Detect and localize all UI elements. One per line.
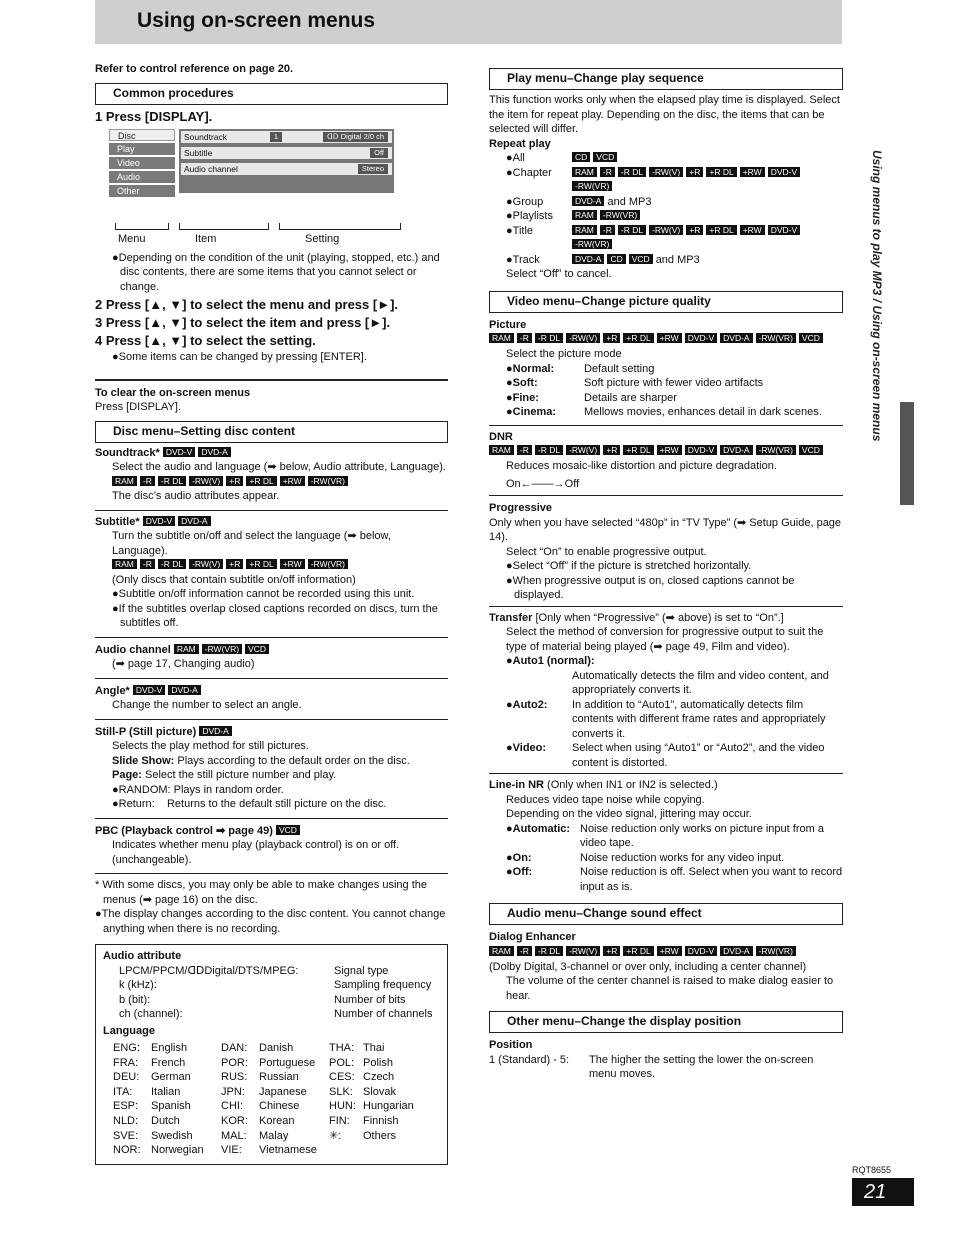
- disc-type-badge: DVD-A: [572, 196, 604, 206]
- subtitle-desc2: (Only discs that contain subtitle on/off information): [112, 573, 356, 586]
- repeat-key: ●Playlists: [506, 210, 553, 222]
- left-column: [95, 60, 448, 1165]
- language-cell: JPN:: [221, 1085, 245, 1098]
- language-cell: Hungarian: [363, 1100, 414, 1113]
- disc-type-badge: RAM: [489, 445, 514, 455]
- disc-type-badge: DVD-A: [720, 946, 752, 956]
- side-label: Using menus to play MP3 / Using on-screen menus: [870, 150, 884, 442]
- attribute-cell: k (kHz):: [119, 979, 157, 991]
- disc-type-badge: DVD-V: [685, 445, 717, 455]
- language-cell: DAN:: [221, 1042, 248, 1054]
- linein-key: ●Automatic:: [506, 822, 571, 835]
- language-cell: Spanish: [151, 1100, 191, 1113]
- language-cell: THA:: [329, 1042, 355, 1054]
- linein-val: Noise reduction works for any video input.: [580, 851, 785, 864]
- osd-row-label: Soundtrack: [184, 131, 227, 142]
- osd-menu-item: Audio: [109, 171, 175, 183]
- repeat-tags: [572, 166, 843, 195]
- transfer-cond: [Only when “Progressive” (➡ above) is set to “On”.]: [532, 611, 784, 624]
- refer-note: Refer to control reference on page 20.: [95, 63, 294, 75]
- disc-type-badge: -RW(VR): [756, 445, 796, 455]
- return-val: Returns to the default still picture on the disc.: [166, 798, 387, 810]
- language-cell: [363, 1143, 433, 1158]
- disc-type-badge: +R: [686, 167, 703, 177]
- disc-type-badge: DVD-A: [199, 726, 231, 736]
- language-cell: RUS:: [221, 1071, 248, 1084]
- mode-key: ●Soft:: [506, 377, 538, 389]
- disc-type-badge: -RW(VR): [756, 333, 796, 343]
- disc-type-badge: -RW(VR): [572, 181, 612, 191]
- language-cell: German: [151, 1071, 191, 1084]
- other-heading: Other menu–Change the display position: [489, 1011, 843, 1033]
- disc-type-badge: DVD-A: [572, 254, 604, 264]
- pbc-desc: Indicates whether menu play (playback control) is on or off. (unchangeable).: [112, 839, 400, 866]
- transfer-desc: Select the method of conversion for progressive output to suit the type of material being played (➡ page 49, Film and video).: [506, 626, 824, 653]
- auto1-key: ●Auto1 (normal):: [506, 655, 595, 667]
- disc-type-badge: +R DL: [246, 476, 276, 486]
- repeat-item: [489, 253, 843, 268]
- footnote-display: ●The display changes according to the disc content. You cannot change anything when there is no recording.: [95, 908, 446, 935]
- disc-type-badge: -R: [140, 559, 155, 569]
- attribute-cell: b (bit):: [119, 993, 151, 1006]
- mode-key: ●Cinema:: [506, 406, 557, 418]
- dnr-heading: DNR: [489, 430, 513, 443]
- disc-type-badge: CD: [607, 254, 625, 264]
- audio-channel-item: [95, 637, 448, 672]
- audio-heading: Audio menu–Change sound effect: [489, 903, 843, 925]
- right-column: [489, 68, 843, 1082]
- language-cell: SLK:: [329, 1085, 353, 1098]
- repeat-item: [489, 195, 843, 210]
- repeat-key: ●Track: [506, 253, 540, 266]
- soundtrack-label: Soundtrack*: [95, 446, 160, 459]
- attribute-cell: Number of channels: [334, 1008, 433, 1020]
- osd-row-value: Off: [370, 148, 388, 158]
- repeat-key: ●All: [506, 152, 525, 164]
- language-cell: FRA:: [113, 1056, 139, 1069]
- step-4: 4 Press [▲, ▼] to select the setting.: [95, 333, 316, 348]
- disc-type-badge: +R: [603, 333, 620, 343]
- language-cell: CHI:: [221, 1100, 243, 1113]
- position-key: 1 (Standard) - 5:: [489, 1053, 570, 1066]
- position-val: The higher the setting the lower the on-screen menu moves.: [589, 1053, 814, 1080]
- disc-type-badge: -R: [140, 476, 155, 486]
- language-cell: Swedish: [151, 1129, 193, 1142]
- linein-item: [489, 865, 843, 894]
- disc-type-badge: +R DL: [623, 946, 653, 956]
- osd-row-label: Subtitle: [184, 147, 213, 158]
- disc-type-badge: -RW(V): [566, 445, 600, 455]
- disc-type-badge: RAM: [112, 476, 137, 486]
- language-cell: Thai: [363, 1042, 385, 1054]
- repeat-tags: [572, 209, 843, 224]
- disc-type-badge: +RW: [740, 225, 765, 235]
- page-header: [95, 0, 842, 44]
- disc-type-badge: -R DL: [535, 946, 563, 956]
- dnr-desc: Reduces mosaic-like distortion and picture degradation.: [506, 460, 777, 472]
- repeat-heading: Repeat play: [489, 137, 551, 150]
- osd-label-item: Item: [195, 232, 217, 245]
- disc-type-badge: DVD-V: [133, 685, 165, 695]
- disc-type-badge: VCD: [629, 254, 653, 264]
- attribute-cell: ch (channel):: [119, 1008, 183, 1020]
- disc-type-badge: -R DL: [535, 333, 563, 343]
- language-cell: ✳:: [329, 1129, 342, 1142]
- disc-type-badge: DVD-A: [168, 685, 200, 695]
- disc-type-badge: +R: [686, 225, 703, 235]
- slideshow-key: Slide Show:: [112, 754, 175, 767]
- disc-type-badge: +R DL: [706, 225, 736, 235]
- linein-heading: Line-in NR: [489, 779, 544, 791]
- video-val: Select when using “Auto1” or “Auto2”, and the video content is distorted.: [572, 742, 825, 769]
- return-key: ●Return:: [112, 798, 155, 810]
- play-desc: This function works only when the elapsed play time is displayed. Select the item for repeat play. Depending on the disc, the items that can be selected will differ.: [489, 94, 840, 135]
- language-heading: Language: [103, 1024, 155, 1037]
- disc-type-badge: +R: [226, 559, 243, 569]
- language-cell: Polish: [363, 1056, 393, 1069]
- disc-type-badge: -R: [517, 333, 532, 343]
- linein-item: [489, 822, 843, 851]
- disc-type-badge: +R: [603, 445, 620, 455]
- mode-val: Soft picture with fewer video artifacts: [584, 377, 764, 389]
- clear-heading: To clear the on-screen menus: [95, 386, 251, 399]
- auto2-key: ●Auto2:: [506, 698, 548, 711]
- language-cell: VIE:: [221, 1144, 242, 1157]
- attribute-box: [95, 944, 448, 1165]
- disc-type-badge: +RW: [280, 559, 305, 569]
- disc-type-badge: -RW(V): [649, 225, 683, 235]
- side-tab: [866, 150, 884, 480]
- soundtrack-desc2: The disc’s audio attributes appear.: [112, 490, 280, 502]
- attribute-cell: Number of bits: [334, 993, 406, 1006]
- language-cell: Vietnamese: [259, 1144, 317, 1157]
- language-cell: ITA:: [113, 1085, 133, 1098]
- language-cell: ESP:: [113, 1100, 139, 1113]
- stillp-desc: Selects the play method for still pictures.: [112, 740, 309, 752]
- repeat-item: [489, 224, 843, 253]
- osd-row: [181, 131, 392, 143]
- language-cell: Malay: [259, 1129, 289, 1142]
- repeat-extra: and MP3: [655, 253, 700, 266]
- mode-val: Details are sharper: [584, 391, 677, 404]
- mode-key: ●Normal:: [506, 362, 555, 375]
- document-code: RQT8655: [852, 1165, 892, 1175]
- dialog-cond: (Dolby Digital, 3-channel or over only, including a center channel): [489, 960, 807, 973]
- soundtrack-item: [95, 446, 448, 504]
- picture-heading: Picture: [489, 318, 527, 331]
- clear-text: Press [DISPLAY].: [95, 401, 181, 413]
- subtitle-note2: ●If the subtitles overlap closed captions recorded on discs, turn the subtitles off.: [112, 602, 438, 629]
- step-3: 3 Press [▲, ▼] to select the item and press [►].: [95, 315, 391, 330]
- cancel-note: Select “Off” to cancel.: [506, 268, 612, 280]
- disc-type-badge: +R DL: [706, 167, 736, 177]
- disc-type-badge: DVD-A: [198, 447, 230, 457]
- repeat-extra: and MP3: [607, 195, 652, 208]
- attribute-cell: Signal type: [334, 964, 389, 977]
- disc-type-badge: DVD-A: [720, 445, 752, 455]
- repeat-key: ●Title: [506, 224, 534, 237]
- repeat-tags: [572, 151, 843, 166]
- language-cell: [329, 1143, 363, 1158]
- disc-type-badge: +R DL: [246, 559, 276, 569]
- progressive-off: ●Select “Off” if the picture is stretched horizontally.: [506, 560, 752, 572]
- subtitle-label: Subtitle*: [95, 515, 140, 528]
- disc-type-badge: DVD-V: [163, 447, 195, 457]
- progressive-cc: ●When progressive output is on, closed captions cannot be displayed.: [506, 574, 795, 601]
- language-cell: HUN:: [329, 1100, 356, 1113]
- language-cell: POR:: [221, 1056, 248, 1069]
- page-number: 21: [852, 1178, 914, 1206]
- language-cell: SVE:: [113, 1129, 139, 1142]
- osd-menu-item: Play: [109, 143, 175, 155]
- language-cell: French: [151, 1056, 186, 1069]
- repeat-item: [489, 166, 843, 195]
- disc-type-badge: -RW(V): [649, 167, 683, 177]
- position-heading: Position: [489, 1039, 533, 1051]
- disc-type-badge: RAM: [489, 333, 514, 343]
- osd-row-label: Audio channel: [184, 163, 238, 174]
- disc-type-badge: RAM: [489, 946, 514, 956]
- disc-type-badge: -RW(VR): [756, 946, 796, 956]
- dialog-heading: Dialog Enhancer: [489, 931, 576, 943]
- osd-menu-item: Disc: [109, 129, 175, 141]
- page-key: Page:: [112, 769, 142, 781]
- osd-menu-item: Other: [109, 185, 175, 197]
- disc-type-badge: RAM: [174, 644, 199, 654]
- disc-type-badge: RAM: [572, 225, 597, 235]
- disc-type-badge: +R: [226, 476, 243, 486]
- repeat-key: ●Chapter: [506, 166, 552, 179]
- disc-type-badge: CD: [572, 152, 590, 162]
- language-cell: NLD:: [113, 1114, 139, 1127]
- step-1: 1 Press [DISPLAY].: [95, 108, 213, 124]
- audio-channel-desc: (➡ page 17, Changing audio): [112, 658, 255, 670]
- disc-type-badge: VCD: [245, 644, 269, 654]
- subtitle-desc: Turn the subtitle on/off and select the language (➡ below, Language).: [112, 530, 391, 557]
- play-heading: Play menu–Change play sequence: [489, 68, 843, 90]
- disc-type-badge: -RW(VR): [600, 210, 640, 220]
- page-title: Using on-screen menus: [137, 9, 376, 32]
- language-cell: DEU:: [113, 1071, 140, 1084]
- mode-val: Mellows movies, enhances detail in dark scenes.: [584, 406, 822, 418]
- linein-desc2: Depending on the video signal, jittering may occur.: [506, 808, 752, 820]
- subtitle-item: [95, 510, 448, 631]
- disc-type-badge: -R DL: [535, 445, 563, 455]
- random-note: ●RANDOM: Plays in random order.: [112, 783, 284, 796]
- language-cell: Chinese: [259, 1100, 300, 1113]
- progressive-on: Select “On” to enable progressive output.: [506, 545, 707, 558]
- video-key: ●Video:: [506, 742, 547, 754]
- language-cell: MAL:: [221, 1129, 247, 1142]
- disc-type-badge: RAM: [112, 559, 137, 569]
- osd-row-value: Stereo: [358, 164, 388, 174]
- language-cell: Dutch: [151, 1114, 180, 1127]
- language-cell: Russian: [259, 1071, 299, 1084]
- common-heading: Common procedures: [95, 83, 448, 105]
- osd-label-menu: Menu: [118, 232, 146, 245]
- disc-type-badge: VCD: [799, 333, 823, 343]
- disc-type-badge: RAM: [572, 167, 597, 177]
- audio-channel-label: Audio channel: [95, 643, 171, 656]
- disc-type-badge: VCD: [593, 152, 617, 162]
- disc-type-badge: +RW: [657, 946, 682, 956]
- language-cell: Slovak: [363, 1085, 397, 1098]
- disc-type-badge: -R DL: [618, 167, 646, 177]
- attribute-cell: LPCM/PPCM/ᗡᗞDigital/DTS/MPEG:: [119, 964, 299, 977]
- mode-key: ●Fine:: [506, 391, 539, 404]
- linein-item: [489, 851, 843, 866]
- video-heading: Video menu–Change picture quality: [489, 291, 843, 313]
- osd-row: [181, 147, 392, 159]
- osd-row-value: ᗡᗞ Digital 2/0 ch: [323, 132, 388, 142]
- disc-type-badge: DVD-V: [685, 946, 717, 956]
- disc-type-badge: -RW(VR): [572, 239, 612, 249]
- angle-label: Angle*: [95, 684, 130, 697]
- soundtrack-desc: Select the audio and language (➡ below, Audio attribute, Language).: [112, 461, 446, 473]
- pbc-label: PBC (Playback control ➡ page 49): [95, 824, 273, 837]
- dnr-options: On←——→Off: [506, 477, 580, 490]
- disc-type-badge: +RW: [657, 333, 682, 343]
- disc-type-badge: RAM: [572, 210, 597, 220]
- linein-desc1: Reduces video tape noise while copying.: [506, 793, 705, 806]
- picture-select: Select the picture mode: [506, 348, 622, 360]
- side-marker: [900, 402, 914, 505]
- linein-key: ●Off:: [506, 866, 533, 878]
- linein-val: Noise reduction is off. Select when you want to record input as is.: [580, 866, 843, 893]
- repeat-tags: [572, 253, 843, 268]
- repeat-item: [489, 209, 843, 224]
- disc-type-badge: -RW(VR): [308, 476, 348, 486]
- mode-val: Default setting: [584, 362, 655, 375]
- language-cell: NOR:: [113, 1144, 141, 1157]
- osd-label-setting: Setting: [305, 232, 340, 245]
- disc-type-badge: VCD: [799, 445, 823, 455]
- disc-type-badge: DVD-V: [143, 516, 175, 526]
- language-cell: Japanese: [259, 1085, 307, 1098]
- language-cell: Others: [363, 1129, 397, 1142]
- language-cell: Norwegian: [151, 1144, 204, 1157]
- language-cell: Portuguese: [259, 1056, 316, 1069]
- language-cell: ENG:: [113, 1042, 140, 1054]
- dialog-desc: The volume of the center channel is raised to make dialog easier to hear.: [506, 975, 834, 1002]
- audio-attribute-heading: Audio attribute: [103, 950, 182, 962]
- language-cell: POL:: [329, 1056, 355, 1069]
- linein-cond: (Only when IN1 or IN2 is selected.): [544, 779, 718, 791]
- language-cell: Danish: [259, 1042, 294, 1054]
- repeat-item: [489, 151, 843, 166]
- angle-desc: Change the number to select an angle.: [112, 699, 302, 711]
- disc-type-badge: +R: [603, 946, 620, 956]
- auto1-val: Automatically detects the film and video content, and appropriately converts it.: [572, 669, 829, 696]
- step-2: 2 Press [▲, ▼] to select the menu and press [►].: [95, 297, 399, 312]
- progressive-heading: Progressive: [489, 502, 552, 514]
- disc-type-badge: -R: [517, 445, 532, 455]
- disc-type-badge: -R DL: [158, 559, 186, 569]
- linein-key: ●On:: [506, 851, 532, 864]
- disc-type-badge: -R DL: [618, 225, 646, 235]
- linein-val: Noise reduction only works on picture input from a video tape.: [580, 822, 824, 849]
- language-cell: FIN:: [329, 1114, 350, 1127]
- language-cell: CES:: [329, 1071, 355, 1084]
- language-cell: Italian: [151, 1085, 181, 1098]
- note-enter: ●Some items can be changed by pressing [ENTER].: [112, 351, 367, 363]
- pbc-item: [95, 818, 448, 868]
- osd-menu-item: Video: [109, 157, 175, 169]
- language-cell: KOR:: [221, 1114, 248, 1127]
- disc-type-badge: VCD: [276, 825, 300, 835]
- attribute-cell: Sampling frequency: [334, 979, 432, 991]
- disc-type-badge: +R DL: [623, 333, 653, 343]
- disc-type-badge: -RW(V): [189, 476, 223, 486]
- osd-illustration: [109, 129, 448, 245]
- disc-type-badge: DVD-A: [178, 516, 210, 526]
- disc-type-badge: -R: [600, 167, 615, 177]
- disc-type-badge: -RW(VR): [202, 644, 242, 654]
- subtitle-note1: ●Subtitle on/off information cannot be recorded using this unit.: [112, 588, 415, 600]
- disc-type-badge: +RW: [280, 476, 305, 486]
- disc-type-badge: -R: [517, 946, 532, 956]
- slideshow-val: Plays according to the default order on the disc.: [177, 754, 410, 767]
- progressive-desc: Only when you have selected “480p” in “TV Type” (➡ Setup Guide, page 14).: [489, 516, 842, 543]
- footnote-menus: * With some discs, you may only be able to make changes using the menus (➡ page 16) on the disc.: [95, 879, 428, 906]
- language-cell: English: [151, 1042, 188, 1054]
- disc-type-badge: DVD-V: [768, 225, 800, 235]
- disc-type-badge: DVD-V: [685, 333, 717, 343]
- repeat-tags: [572, 224, 843, 253]
- disc-type-badge: +RW: [740, 167, 765, 177]
- page-val: Select the still picture number and play.: [145, 769, 337, 781]
- stillp-item: [95, 719, 448, 812]
- language-cell: Czech: [363, 1071, 395, 1084]
- disc-type-badge: -R: [600, 225, 615, 235]
- disc-type-badge: -R DL: [158, 476, 186, 486]
- angle-item: [95, 678, 448, 713]
- disc-type-badge: +R DL: [623, 445, 653, 455]
- stillp-label: Still-P (Still picture): [95, 725, 197, 738]
- osd-row: [181, 163, 392, 175]
- disc-type-badge: -RW(VR): [308, 559, 348, 569]
- auto2-val: In addition to “Auto1”, automatically detects film contents with different frame rates and appropriately converts it.: [572, 698, 826, 740]
- disc-heading: Disc menu–Setting disc content: [95, 421, 448, 443]
- disc-type-badge: -RW(V): [566, 333, 600, 343]
- disc-type-badge: DVD-V: [768, 167, 800, 177]
- disc-type-badge: DVD-A: [720, 333, 752, 343]
- language-cell: Korean: [259, 1114, 295, 1127]
- osd-row-value: 1: [270, 132, 282, 142]
- repeat-tags: [572, 195, 843, 210]
- disc-type-badge: +RW: [657, 445, 682, 455]
- note-condition: ●Depending on the condition of the unit (playing, stopped, etc.) and disc contents, there are some items that you cannot select or change.: [112, 251, 440, 293]
- disc-type-badge: -RW(V): [566, 946, 600, 956]
- language-cell: Finnish: [363, 1114, 399, 1127]
- transfer-heading: Transfer: [489, 611, 533, 624]
- disc-type-badge: -RW(V): [189, 559, 223, 569]
- repeat-key: ●Group: [506, 195, 544, 208]
